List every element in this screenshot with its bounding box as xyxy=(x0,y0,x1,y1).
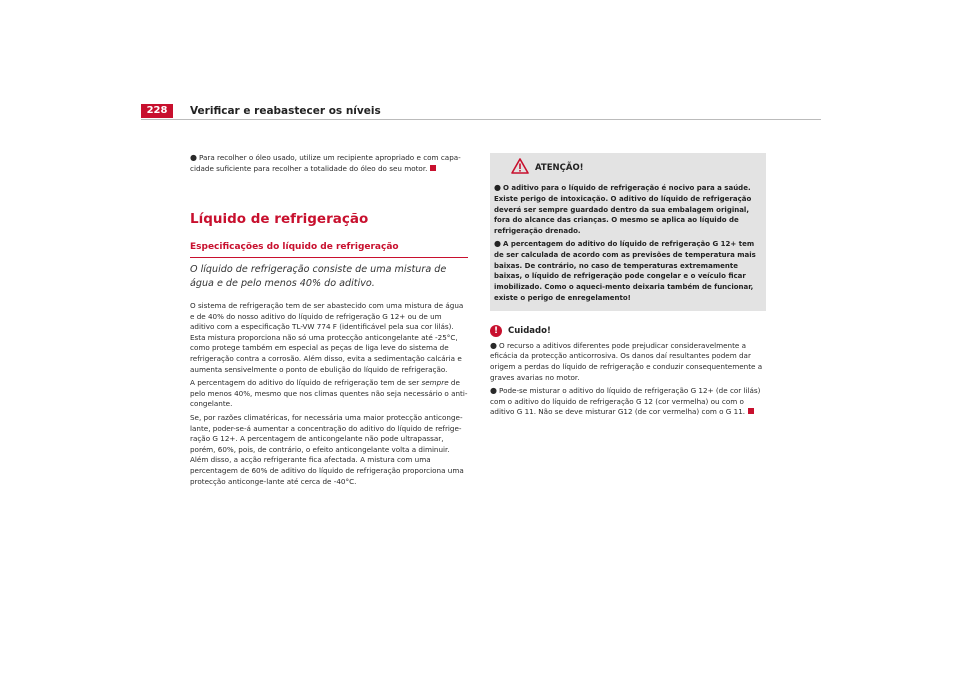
warning-header xyxy=(494,159,762,177)
warning-triangle-icon xyxy=(511,158,529,178)
caution-item-text: Pode-se misturar o aditivo do líquido de refrigeração G 12+ (de cor lilás) com o aditivo do líquido de refrigeração G 12 (cor vermelha) ou com o aditivo G 11. Não se deve misturar G12 (de cor vermelha) com o G 11. xyxy=(490,386,761,417)
running-header: Verificar e reabastecer os níveis xyxy=(190,105,381,117)
bullet-icon: ● xyxy=(494,183,501,192)
paragraph-2-end: de pelo menos 40%, mesmo que nos climas quentes não seja necessário o anti-congelante. xyxy=(190,378,468,409)
warning-item xyxy=(494,183,762,237)
paragraph-3: Se, por razões climatéricas, for necessária uma maior protecção anticonge-lante, poder-se-á aumentar a concentração do aditivo do líquido de refrige-ração G 12+. A percentagem de anticongelante não pode ultrapassar, porém, 60%, pois, de contrário, o efeito anticongelante volta a diminuir. Além disso, a acção refrigerante fica afectada. A mistura com uma percentagem de 60% de aditivo do líquido de refrigeração proporciona uma protecção anticonge-lante até cerca de -40°C. xyxy=(190,412,464,486)
paragraph-2-start: A percentagem do aditivo do líquido de refrigeração tem de ser xyxy=(190,378,422,388)
bullet-icon: ● xyxy=(190,153,197,162)
warning-box xyxy=(490,153,766,311)
caution-item xyxy=(490,341,766,383)
bullet-icon: ● xyxy=(494,238,501,248)
left-column xyxy=(190,153,468,490)
paragraph-1: O sistema de refrigeração tem de ser abastecido com uma mistura de água e de 40% do nosso aditivo do líquido de refrigeração G 12+ ou de um aditivo com a especificação TL-VW 774 F (identificável pela sua cor lilás). Esta mistura proporciona não só uma protecção anticongelante até -25°C, como protege também em especial as peças de liga leve do sistema de refrigeração contra a corrosão. Além disso, evita a sedimentação calcária e aumenta sensivelmente o ponto de ebulição do líquido de refrigeração. xyxy=(190,301,464,374)
bullet-icon: ● xyxy=(490,340,497,350)
subsection-title: Especificações do líquido de refrigeração xyxy=(190,241,468,258)
end-mark-icon xyxy=(430,165,436,171)
intro-bullet-text: Para recolher o óleo usado, utilize um recipiente apropriado e com capa-cidade suficiente para recolher a totalidade do óleo do seu motor. xyxy=(190,153,461,173)
page-number: 228 xyxy=(141,104,173,118)
end-mark-icon xyxy=(748,408,754,414)
paragraph-2-emphasis: sempre xyxy=(421,378,449,388)
caution-item-text: O recurso a aditivos diferentes pode prejudicar consideravelmente a eficácia da protecção anticorrosiva. Os danos daí resultantes podem dar origem a perdas do líquido de refrigeração e conduzir consequentemente a graves avarias no motor. xyxy=(490,340,763,382)
paragraph-2 xyxy=(190,378,468,410)
caution-header xyxy=(490,325,766,337)
caution-item xyxy=(490,386,766,418)
section-title: Líquido de refrigeração xyxy=(190,211,369,228)
lead-paragraph: O líquido de refrigeração consiste de uma mistura de água e de pelo menos 40% do aditivo. xyxy=(190,264,447,289)
caution-circle-icon: ! xyxy=(490,325,502,337)
caution-title: Cuidado! xyxy=(508,325,551,336)
warning-item-text: O aditivo para o líquido de refrigeração é nocivo para a saúde. Existe perigo de intoxicação. O aditivo do líquido de refrigeração deverá ser sempre guardado dentro da sua embalagem original, fora do alcance das crianças. O mesmo se aplica ao líquido de refrigeração drenado. xyxy=(494,184,752,236)
right-column xyxy=(490,153,766,421)
warning-item-text: A percentagem do aditivo do líquido de refrigeração G 12+ tem de ser calculada de acordo com as previsões de temperatura mais baixas. De contrário, no caso de temperaturas extremamente baixas, o líquido de refrigeração pode congelar e o veículo ficar imobilizado. Como o aqueci-mento deixaria também de funcionar, existe o perigo de enregelamento! xyxy=(494,239,756,302)
bullet-icon: ● xyxy=(490,386,497,396)
header-divider xyxy=(141,119,821,120)
intro-bullet xyxy=(190,153,468,174)
warning-title: ATENÇÃO! xyxy=(535,163,584,173)
warning-item xyxy=(494,239,762,304)
